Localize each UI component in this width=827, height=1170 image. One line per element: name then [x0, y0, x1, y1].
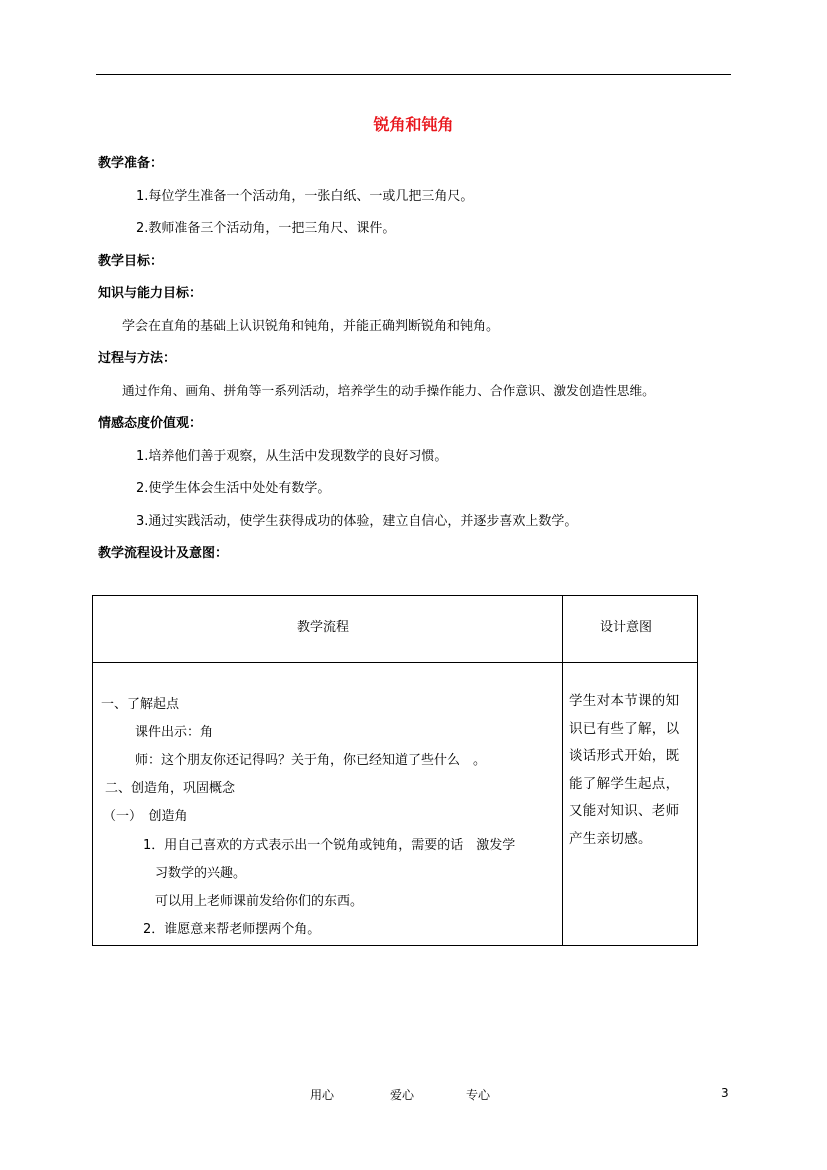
intent-line-5: 又能对知识、老师 — [569, 803, 680, 820]
emotion-item-3: 3.通过实践活动，使学生获得成功的体验，建立自信心，并逐步喜欢上数学。 — [136, 514, 578, 529]
footer-motto-2: 爱心 — [390, 1088, 415, 1102]
table-header-divider — [93, 662, 697, 663]
table-header-flow: 教学流程 — [297, 620, 350, 635]
process-heading: 过程与方法： — [98, 351, 177, 366]
knowledge-heading: 知识与能力目标： — [98, 286, 203, 301]
flow-table — [92, 595, 698, 946]
prep-item-1: 1.每位学生准备一个活动角，一张白纸、一或几把三角尺。 — [136, 189, 474, 204]
flow-line-1: 一、了解起点 — [101, 697, 180, 712]
intent-line-6: 产生亲切感。 — [569, 830, 652, 847]
emotion-item-2: 2.使学生体会生活中处处有数学。 — [136, 481, 331, 496]
flow-line-6: 1．用自己喜欢的方式表示出一个锐角或钝角，需要的话 激发学 — [143, 838, 516, 853]
header-rule — [96, 74, 731, 75]
flow-line-4: 二、创造角，巩固概念 — [105, 781, 236, 796]
intent-line-2: 识已有些了解，以 — [569, 720, 680, 737]
flow-line-8: 可以用上老师课前发给你们的东西。 — [155, 894, 364, 909]
process-text: 通过作角、画角、拼角等一系列活动，培养学生的动手操作能力、合作意识、激发创造性思维。 — [122, 383, 655, 398]
emotion-heading: 情感态度价值观： — [98, 416, 203, 431]
page-number: 3 — [721, 1086, 729, 1100]
flow-heading: 教学流程设计及意图： — [98, 546, 229, 561]
footer-motto-3: 专心 — [466, 1088, 491, 1102]
intent-line-1: 学生对本节课的知 — [569, 693, 680, 709]
table-column-divider — [562, 596, 563, 945]
page-title: 锐角和钝角 — [373, 115, 454, 134]
flow-line-9: 2．谁愿意来帮老师摆两个角。 — [143, 922, 321, 937]
design-intent-text — [569, 688, 694, 854]
knowledge-text: 学会在直角的基础上认识锐角和钝角，并能正确判断锐角和钝角。 — [122, 319, 500, 334]
footer-motto-1: 用心 — [310, 1088, 335, 1102]
intent-line-3: 谈话形式开始，既 — [569, 748, 680, 765]
prep-item-2: 2.教师准备三个活动角，一把三角尺、课件。 — [136, 221, 396, 236]
table-header-intent: 设计意图 — [600, 620, 653, 635]
flow-line-3: 师：这个朋友你还记得吗？关于角，你已经知道了些什么 。 — [135, 753, 487, 768]
emotion-item-1: 1.培养他们善于观察，从生活中发现数学的良好习惯。 — [136, 449, 448, 464]
flow-line-7: 习数学的兴趣。 — [155, 866, 247, 881]
flow-line-2: 课件出示：角 — [135, 725, 214, 740]
goals-heading: 教学目标： — [98, 254, 164, 269]
intent-line-4: 能了解学生起点， — [569, 775, 680, 792]
flow-line-5: （一） 创造角 — [103, 809, 188, 824]
prep-heading: 教学准备： — [98, 156, 164, 171]
